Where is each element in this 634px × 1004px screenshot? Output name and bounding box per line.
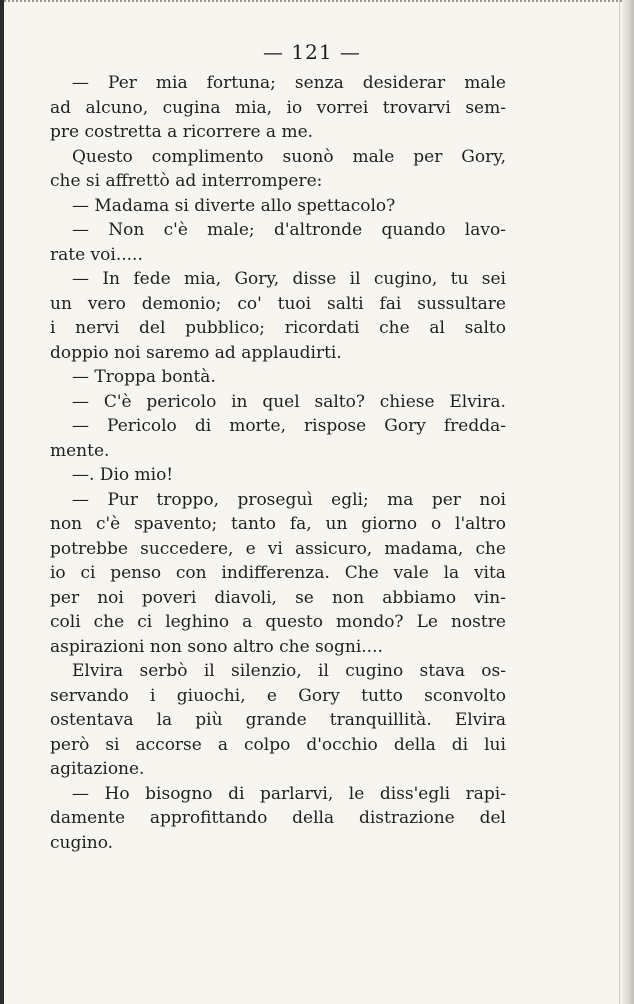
text-line: [50, 635, 506, 660]
word: Le: [416, 612, 438, 632]
word: per: [413, 146, 443, 167]
word: rapi-: [465, 783, 506, 804]
word: della: [393, 734, 436, 755]
word: —: [72, 783, 89, 804]
text-line-content: — Madama si diverte allo spettacolo?: [72, 195, 396, 216]
text-line-content: aspirazioni non sono altro che sogni....: [50, 636, 383, 657]
word: succedere,: [140, 538, 234, 559]
word: accorse: [135, 734, 202, 755]
word: questo: [265, 612, 323, 632]
word: mia,: [234, 97, 273, 118]
word: d'altronde: [273, 220, 363, 240]
word: poveri: [141, 587, 197, 608]
word: servando: [50, 685, 129, 706]
word: mia: [155, 73, 188, 93]
word: c'è: [163, 220, 188, 240]
word: madama,: [384, 538, 464, 559]
word: tuoi: [277, 293, 312, 314]
word: il: [203, 661, 215, 681]
text-line-content: cugino.: [50, 832, 114, 853]
word: tu: [450, 269, 469, 289]
page-number: — 121 —: [263, 40, 361, 64]
word: egli;: [331, 489, 369, 510]
word: —: [72, 391, 89, 412]
word: trovarvi: [382, 97, 451, 118]
word: damente: [50, 808, 126, 828]
word: Che: [344, 563, 379, 583]
word: Gory,: [461, 146, 506, 167]
text-line: [50, 316, 506, 341]
word: ci: [137, 612, 153, 632]
word: —: [72, 489, 89, 510]
word: cugino: [345, 661, 404, 681]
word: colpo: [244, 734, 291, 755]
word: fredda-: [443, 416, 506, 436]
word: tranquillità.: [329, 710, 432, 730]
word: per: [431, 489, 461, 510]
word: pubblico;: [185, 318, 266, 338]
word: penso: [110, 563, 162, 583]
left-binding-edge: [0, 0, 4, 1004]
word: silenzio,: [231, 661, 302, 681]
right-page-edge: [622, 0, 634, 1004]
word: vita: [473, 563, 506, 583]
word: di: [451, 734, 469, 755]
word: sconvolto: [424, 685, 506, 706]
word: fa,: [289, 514, 312, 534]
text-line: [50, 831, 506, 856]
word: a: [217, 734, 228, 755]
word: con: [175, 563, 207, 583]
word: d'occhio: [306, 734, 378, 755]
word: demonio;: [141, 293, 222, 314]
text-line: [50, 733, 506, 758]
word: grande: [245, 710, 307, 730]
word: desiderar: [362, 73, 446, 93]
word: Non: [108, 220, 145, 240]
text-line-content: mente.: [50, 440, 110, 461]
word: vorrei: [316, 97, 369, 118]
word: Gory: [298, 685, 340, 706]
word: se: [295, 587, 314, 608]
word: a: [242, 612, 253, 632]
word: i: [150, 685, 156, 706]
word: Per: [108, 73, 137, 93]
word: i: [50, 318, 56, 338]
word: sussultare: [417, 293, 506, 314]
text-line: [50, 659, 506, 684]
word: vi: [267, 538, 283, 559]
word: potrebbe: [50, 538, 128, 559]
text-line: [50, 341, 506, 366]
text-line: [50, 96, 506, 121]
word: le: [348, 783, 365, 804]
word: che: [475, 538, 506, 559]
word: vero: [87, 293, 126, 314]
word: in: [231, 391, 248, 412]
word: lavo-: [464, 220, 506, 240]
word: quel: [262, 391, 300, 412]
text-line: [50, 194, 506, 219]
word: In: [102, 269, 121, 289]
word: approfittando: [149, 808, 268, 828]
word: il: [349, 269, 361, 289]
word: quando: [381, 220, 446, 240]
word: serbò: [139, 661, 188, 681]
word: male: [352, 146, 395, 167]
text-line: [50, 708, 506, 733]
word: Pericolo: [107, 416, 177, 436]
text-line: [50, 537, 506, 562]
word: vale: [393, 563, 429, 583]
word: ad: [50, 97, 72, 118]
word: al: [429, 318, 445, 338]
word: male: [464, 73, 506, 93]
word: Gory,: [234, 269, 280, 289]
word: —: [72, 220, 89, 240]
word: cugino,: [373, 269, 438, 289]
word: —: [72, 269, 89, 289]
word: salto?: [314, 391, 365, 412]
text-line: [50, 782, 506, 807]
text-line: [50, 561, 506, 586]
text-line: [50, 610, 506, 635]
word: diavoli,: [214, 587, 277, 608]
word: Elvira: [72, 661, 124, 681]
word: co': [237, 293, 262, 314]
word: lui: [484, 734, 506, 755]
text-line: [50, 586, 506, 611]
word: fede: [133, 269, 171, 289]
word: suonò: [282, 146, 334, 167]
word: mondo?: [336, 612, 404, 632]
word: della: [292, 808, 335, 828]
word: parlarvi,: [259, 783, 334, 804]
word: giorno: [361, 514, 418, 534]
word: chiese: [379, 391, 435, 412]
word: senza: [294, 73, 344, 93]
right-fold-line: [619, 0, 620, 1004]
text-line: [50, 414, 506, 439]
word: bisogno: [145, 783, 213, 804]
text-line: [50, 684, 506, 709]
text-line: [50, 120, 506, 145]
text-line-content: che si affrettò ad interrompere:: [50, 171, 323, 191]
word: del: [479, 808, 506, 828]
text-line-content: pre costretta a ricorrere a me.: [50, 122, 314, 142]
text-line: [50, 267, 506, 292]
text-line: [50, 292, 506, 317]
word: vin-: [474, 587, 506, 608]
word: però: [50, 734, 90, 755]
text-line: [50, 71, 506, 96]
word: che: [93, 612, 125, 632]
word: proseguì: [237, 489, 313, 510]
word: diss'egli: [379, 783, 451, 804]
word: Ho: [104, 783, 130, 804]
text-line-content: —. Dio mio!: [72, 465, 174, 485]
word: assicuro,: [294, 538, 373, 559]
word: spavento;: [134, 514, 218, 534]
word: per: [50, 587, 80, 608]
word: Gory: [384, 416, 426, 436]
text-line: [50, 365, 506, 390]
text-line: [50, 488, 506, 513]
word: rispose: [304, 416, 367, 436]
word: o: [430, 514, 442, 534]
word: nervi: [75, 318, 120, 338]
word: ostentava: [50, 710, 134, 730]
word: cugina: [162, 97, 221, 118]
word: distrazione: [358, 808, 455, 828]
word: nostre: [450, 612, 506, 632]
body-text: [50, 71, 506, 855]
word: stava: [419, 661, 465, 681]
text-line: [50, 463, 506, 488]
word: leghino: [165, 612, 230, 632]
word: la: [156, 710, 173, 730]
word: e: [245, 538, 256, 559]
word: che: [379, 318, 410, 338]
text-line: [50, 390, 506, 415]
word: coli: [50, 612, 81, 632]
word: complimento: [151, 146, 264, 167]
word: Pur: [107, 489, 138, 510]
word: abbiamo: [382, 587, 457, 608]
word: un: [325, 514, 348, 534]
word: disse: [292, 269, 337, 289]
word: non: [50, 514, 83, 534]
word: c'è: [95, 514, 121, 534]
word: sem-: [465, 97, 506, 118]
text-line: [50, 806, 506, 831]
text-line: [50, 439, 506, 464]
word: sei: [481, 269, 506, 289]
word: fortuna;: [206, 73, 276, 93]
word: salti: [327, 293, 364, 314]
word: io: [50, 563, 66, 583]
word: Questo: [72, 146, 133, 167]
text-line-content: rate voi.....: [50, 244, 143, 265]
text-line: [50, 145, 506, 170]
word: un: [50, 293, 72, 314]
word: del: [139, 318, 166, 338]
text-line-content: agitazione.: [50, 759, 145, 779]
word: l'altro: [455, 514, 506, 534]
word: io: [286, 97, 303, 118]
word: indifferenza.: [221, 563, 330, 583]
text-line: [50, 218, 506, 243]
word: non: [331, 587, 365, 608]
word: male;: [207, 220, 255, 240]
word: mia,: [184, 269, 222, 289]
word: di: [228, 783, 245, 804]
word: Elvira.: [449, 391, 506, 412]
word: —: [72, 416, 89, 436]
word: —: [72, 73, 89, 93]
word: di: [194, 416, 212, 436]
word: fai: [379, 293, 402, 314]
word: salto: [464, 318, 506, 338]
text-line-content: doppio noi saremo ad applaudirti.: [50, 342, 342, 363]
word: os-: [481, 661, 506, 681]
text-line: [50, 757, 506, 782]
word: più: [195, 710, 223, 730]
word: tanto: [231, 514, 277, 534]
word: C'è: [103, 391, 132, 412]
text-line-content: — Troppa bontà.: [72, 367, 216, 387]
word: ma: [387, 489, 414, 510]
word: si: [105, 734, 120, 755]
word: ricordati: [284, 318, 360, 338]
word: il: [318, 661, 329, 681]
word: alcuno,: [85, 97, 149, 118]
word: Elvira: [454, 710, 506, 730]
word: e: [266, 685, 277, 706]
word: la: [443, 563, 460, 583]
text-line: [50, 243, 506, 268]
word: tutto: [361, 685, 403, 706]
top-edge: [4, 0, 622, 5]
word: noi: [479, 489, 506, 510]
word: pericolo: [146, 391, 217, 412]
word: morte,: [229, 416, 286, 436]
word: giuochi,: [176, 685, 246, 706]
word: ci: [80, 563, 96, 583]
text-line: [50, 169, 506, 194]
word: troppo,: [156, 489, 219, 510]
text-line: [50, 512, 506, 537]
word: noi: [97, 587, 124, 608]
